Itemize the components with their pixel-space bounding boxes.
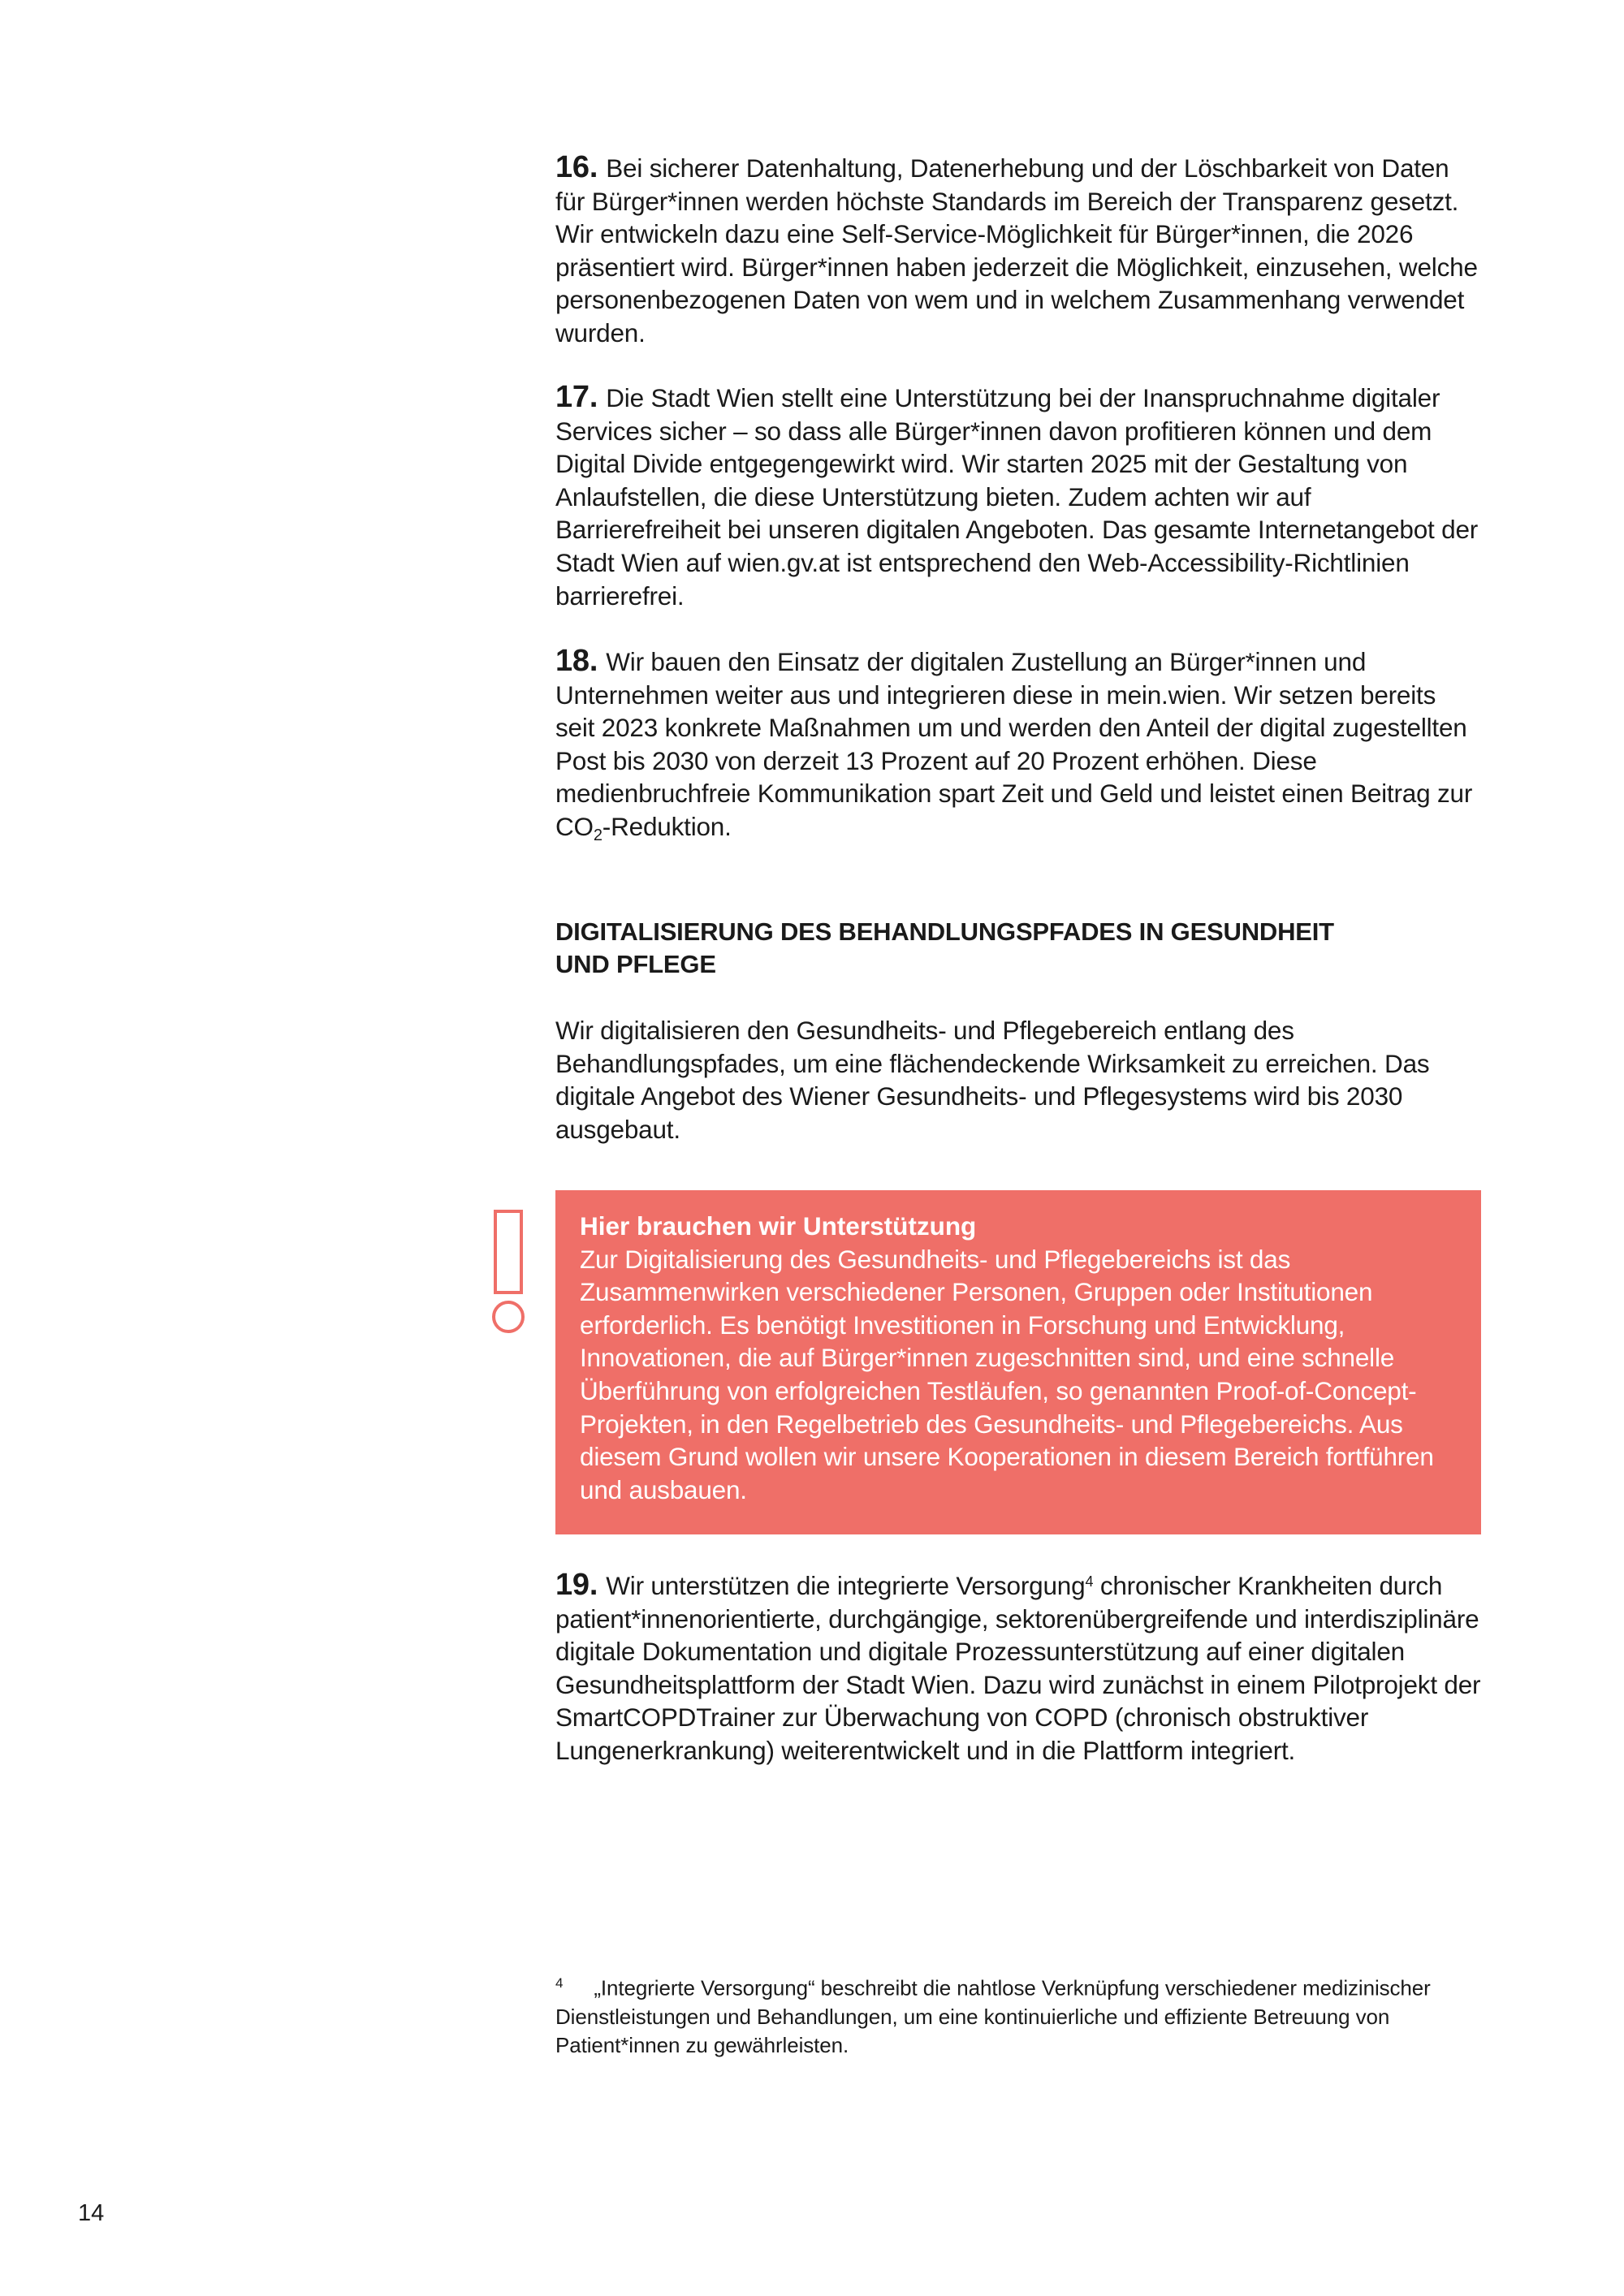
item-18-text: Wir bauen den Einsatz der digitalen Zustellung an Bürger*innen und Unternehmen weiter aus und integrieren diese in mein.wien. Wir setzen bereits seit 2023 konkrete Maßnahmen um und werden den Anteil der digital zugestellten Post bis 2030 von derzeit 13 Prozent auf 20 Prozent erhöhen. Diese medienbruchfreie Kommunikation spart Zeit und Geld und leistet einen Beitrag zur CO [555,647,1473,841]
footnote-reference[interactable]: 4 [1085,1573,1094,1590]
callout-title: Hier brauchen wir Unterstützung [580,1211,977,1241]
item-19 [555,1565,1481,1767]
footnote-text: „Integrierte Versorgung“ beschreibt die nahtlose Verknüpfung verschiedener medizinischer Dienstleistungen und Behandlungen, um eine kontinuierliche und effiziente Betreuung von Patient*innen zu gewährleisten. [555,1975,1431,2057]
exclamation-icon [490,1210,526,1340]
item-16-number: 16. [555,150,598,184]
co2-subscript: 2 [593,826,603,844]
footnote-paragraph [555,1969,1481,2060]
section-heading [555,916,1481,981]
item-16 [555,151,1481,350]
item-17-paragraph [555,381,1481,612]
item-17 [555,381,1481,612]
item-18-paragraph [555,645,1481,852]
section-heading-line2: UND PFLEGE [555,950,716,978]
item-18-tail: -Reduktion. [602,811,732,841]
item-17-text: Die Stadt Wien stellt eine Unterstützung bei der Inanspruchnahme digitaler Services sicher – so dass alle Bürger*innen davon profitieren können und dem Digital Divide entgegengewirkt wird. Wir starten 2025 mit der Gestaltung von Anlaufstellen, die diese Unterstützung bieten. Zudem achten wir auf Barrierefreiheit bei unseren digitalen Angeboten. Das gesamte Internetangebot der Stadt Wien auf wien.gv.at ist entsprechend den Web-Accessibility-Richtlinien barrierefrei. [555,383,1479,611]
item-19-number: 19. [555,1568,598,1602]
support-callout [555,1190,1481,1534]
item-19-text-before: Wir unterstützen die integrierte Versorgung [606,1571,1086,1600]
footnote-mark: 4 [555,1975,564,1991]
section-intro [555,1014,1481,1146]
callout-text: Zur Digitalisierung des Gesundheits- und Pflegebereichs ist das Zusammenwirken verschiedener Personen, Gruppen oder Institutionen erforderlich. Es benötigt Investitionen in Forschung und Entwicklung, Innovationen, die auf Bürger*innen zugeschnitten sind, und eine schnelle Überführung von erfolgreichen Testläufen, so genannten Proof-of-Concept-Projekten, in den Regelbetrieb des Gesundheits- und Pflegebereichs. Aus diesem Grund wollen wir unsere Kooperationen in diesem Bereich fortführen und ausbauen. [580,1244,1434,1504]
item-18 [555,645,1481,852]
section-intro-text: Wir digitalisieren den Gesundheits- und Pflegebereich entlang des Behandlungspfades, um eine flächendeckende Wirksamkeit zu erreichen. Das digitale Angebot des Wiener Gesundheits- und Pflegesystems wird bis 2030 ausgebaut. [555,1016,1430,1144]
item-16-paragraph [555,151,1481,350]
item-18-number: 18. [555,644,598,678]
page-number: 14 [78,2200,105,2226]
item-19-paragraph [555,1565,1481,1767]
section-heading-line1: DIGITALISIERUNG DES BEHANDLUNGSPFADES IN GESUNDHEIT [555,917,1334,946]
item-19-text-after: chronischer Krankheiten durch patient*innenorientierte, durchgängige, sektorenübergreifende und interdisziplinäre digitale Dokumentation und digitale Prozessunterstützung auf einer digitalen Gesundheitsplattform der Stadt Wien. Dazu wird zunächst in einem Pilotprojekt der SmartCOPDTrainer zur Überwachung von COPD (chronisch obstruktiver Lungenerkrankung) weiterentwickelt und in die Plattform integriert. [555,1571,1481,1765]
item-16-text: Bei sicherer Datenhaltung, Datenerhebung und der Löschbarkeit von Daten für Bürger*innen werden höchste Standards im Bereich der Transparenz gesetzt. Wir entwickeln dazu eine Self-Service-Möglichkeit für Bürger*innen, die 2026 präsentiert wird. Bürger*innen haben jederzeit die Möglichkeit, einzusehen, welche personenbezogenen Daten von wem und in welchem Zusammenhang verwendet wurden. [555,153,1478,347]
footnote [555,1969,1481,2060]
item-17-number: 17. [555,380,598,414]
